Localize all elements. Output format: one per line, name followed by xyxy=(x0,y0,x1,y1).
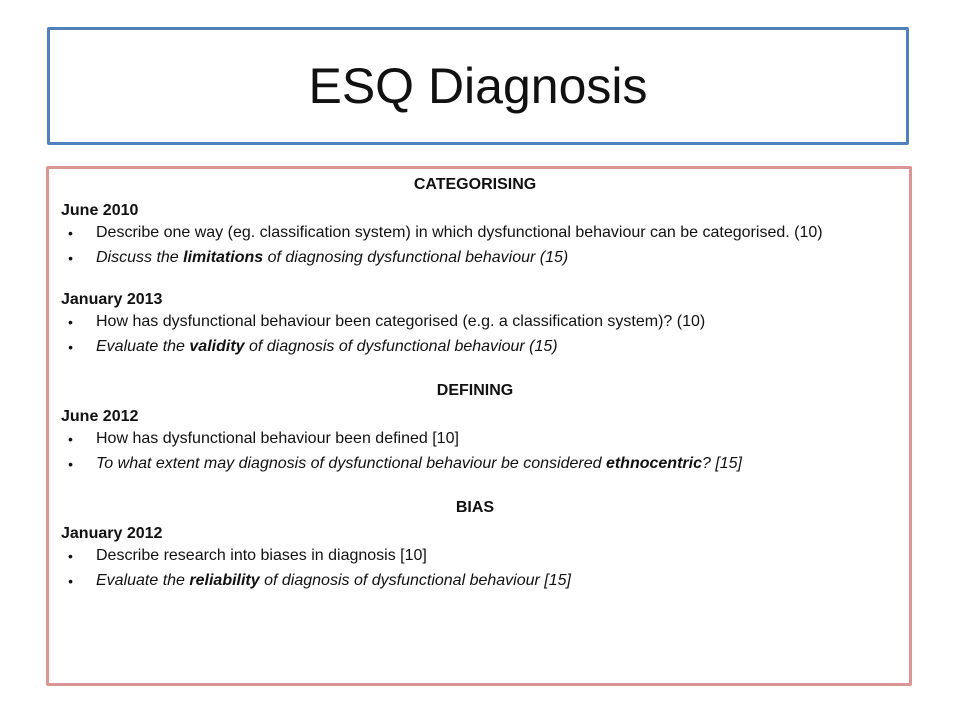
question-text: How has dysfunctional behaviour been categorised (e.g. a classification system)? (10) xyxy=(96,313,706,330)
question-text: To what extent may diagnosis of dysfunctional behaviour be considered xyxy=(96,455,606,472)
section-heading-defining: DEFINING xyxy=(436,382,514,399)
question-text: Describe research into biases in diagnosis [10] xyxy=(96,547,427,564)
bullet-icon: • xyxy=(68,573,73,589)
emphasis-term: ethnocentric xyxy=(605,455,702,472)
bullet-icon: • xyxy=(68,250,73,266)
question-list xyxy=(61,224,889,267)
question-item xyxy=(61,249,889,267)
bullet-icon: • xyxy=(68,548,73,564)
question-item xyxy=(61,547,889,565)
exam-date-june-2012: June 2012 xyxy=(61,408,139,425)
question-text: of diagnosis of dysfunctional behaviour [15] xyxy=(259,572,571,589)
question-item xyxy=(61,430,889,448)
question-text: ? [15] xyxy=(701,455,742,472)
question-item xyxy=(61,455,889,473)
title-placeholder xyxy=(47,27,909,145)
bullet-icon: • xyxy=(68,431,73,447)
question-text: of diagnosing dysfunctional behaviour (15) xyxy=(263,249,569,266)
section-heading-categorising: CATEGORISING xyxy=(413,176,537,193)
content-placeholder xyxy=(46,166,912,686)
question-item xyxy=(61,224,889,242)
bullet-icon: • xyxy=(68,456,73,472)
exam-date-january-2013: January 2013 xyxy=(61,291,163,308)
emphasis-term: validity xyxy=(189,338,245,355)
question-item xyxy=(61,338,889,356)
question-list xyxy=(61,547,889,590)
bullet-icon: • xyxy=(68,225,73,241)
emphasis-term: limitations xyxy=(183,249,264,266)
question-text: How has dysfunctional behaviour been defined [10] xyxy=(96,430,459,447)
emphasis-term: reliability xyxy=(189,572,260,589)
question-text: Evaluate the xyxy=(96,572,190,589)
question-text: Evaluate the xyxy=(96,338,190,355)
question-item xyxy=(61,572,889,590)
slide-title: ESQ Diagnosis xyxy=(308,58,648,114)
section-heading-bias: BIAS xyxy=(455,499,495,516)
question-text: Describe one way (eg. classification system) in which dysfunctional behaviour can be categorised. (10) xyxy=(96,224,823,241)
question-text: of diagnosis of dysfunctional behaviour (15) xyxy=(244,338,558,355)
exam-date-january-2012: January 2012 xyxy=(61,525,163,542)
bullet-icon: • xyxy=(68,339,73,355)
question-list xyxy=(61,430,889,473)
question-item xyxy=(61,313,889,331)
exam-date-june-2010: June 2010 xyxy=(61,202,139,219)
bullet-icon: • xyxy=(68,314,73,330)
question-list xyxy=(61,313,889,356)
question-text: Discuss the xyxy=(96,249,184,266)
